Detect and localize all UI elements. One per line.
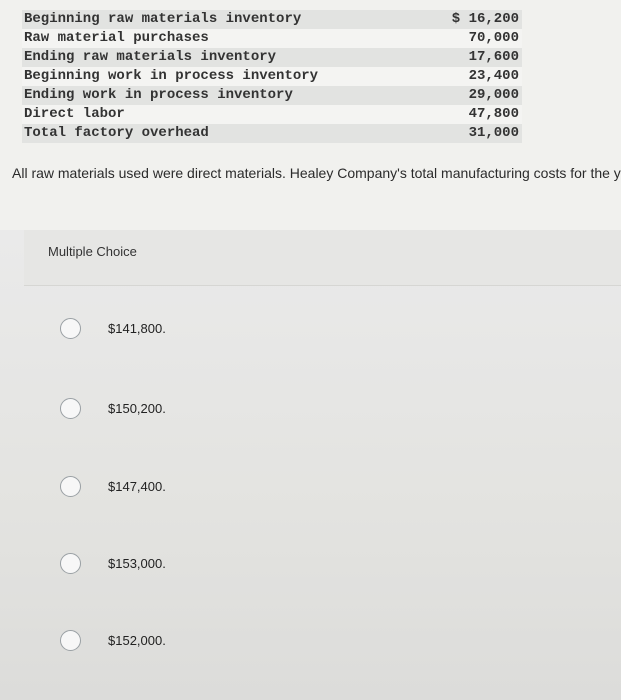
row-value: 31,000 [424, 124, 522, 143]
row-label: Beginning work in process inventory [22, 67, 424, 86]
table-row [22, 124, 522, 143]
row-value: 29,000 [424, 86, 522, 105]
row-label: Ending raw materials inventory [22, 48, 424, 67]
row-value: 23,400 [424, 67, 522, 86]
option-label: $141,800. [108, 321, 166, 336]
row-label: Raw material purchases [22, 29, 424, 48]
table-row [22, 29, 522, 48]
multiple-choice-header [24, 230, 621, 286]
radio-button[interactable] [60, 398, 81, 419]
row-label: Ending work in process inventory [22, 86, 424, 105]
row-label: Beginning raw materials inventory [22, 10, 424, 29]
row-value: 47,800 [424, 105, 522, 124]
radio-button[interactable] [60, 630, 81, 651]
radio-button[interactable] [60, 553, 81, 574]
radio-button[interactable] [60, 476, 81, 497]
multiple-choice-title: Multiple Choice [48, 244, 137, 259]
question-text: All raw materials used were direct materials. Healey Company's total manufacturing costs for the y [12, 165, 621, 181]
row-label: Total factory overhead [22, 124, 424, 143]
row-value: 17,600 [424, 48, 522, 67]
option-label: $153,000. [108, 556, 166, 571]
table-row [22, 48, 522, 67]
radio-button[interactable] [60, 318, 81, 339]
multiple-choice-panel [0, 230, 621, 700]
table-row [22, 105, 522, 124]
answer-option[interactable] [60, 627, 360, 657]
table-row [22, 67, 522, 86]
answer-option[interactable] [60, 550, 360, 580]
answer-option[interactable] [60, 395, 360, 425]
answer-option[interactable] [60, 315, 360, 345]
option-label: $147,400. [108, 479, 166, 494]
option-label: $150,200. [108, 401, 166, 416]
row-label: Direct labor [22, 105, 424, 124]
option-label: $152,000. [108, 633, 166, 648]
problem-area [0, 0, 621, 230]
row-value: 70,000 [424, 29, 522, 48]
cost-data-table [22, 10, 522, 143]
row-value: $ 16,200 [424, 10, 522, 29]
table-row [22, 86, 522, 105]
table-row [22, 10, 522, 29]
answer-option[interactable] [60, 473, 360, 503]
